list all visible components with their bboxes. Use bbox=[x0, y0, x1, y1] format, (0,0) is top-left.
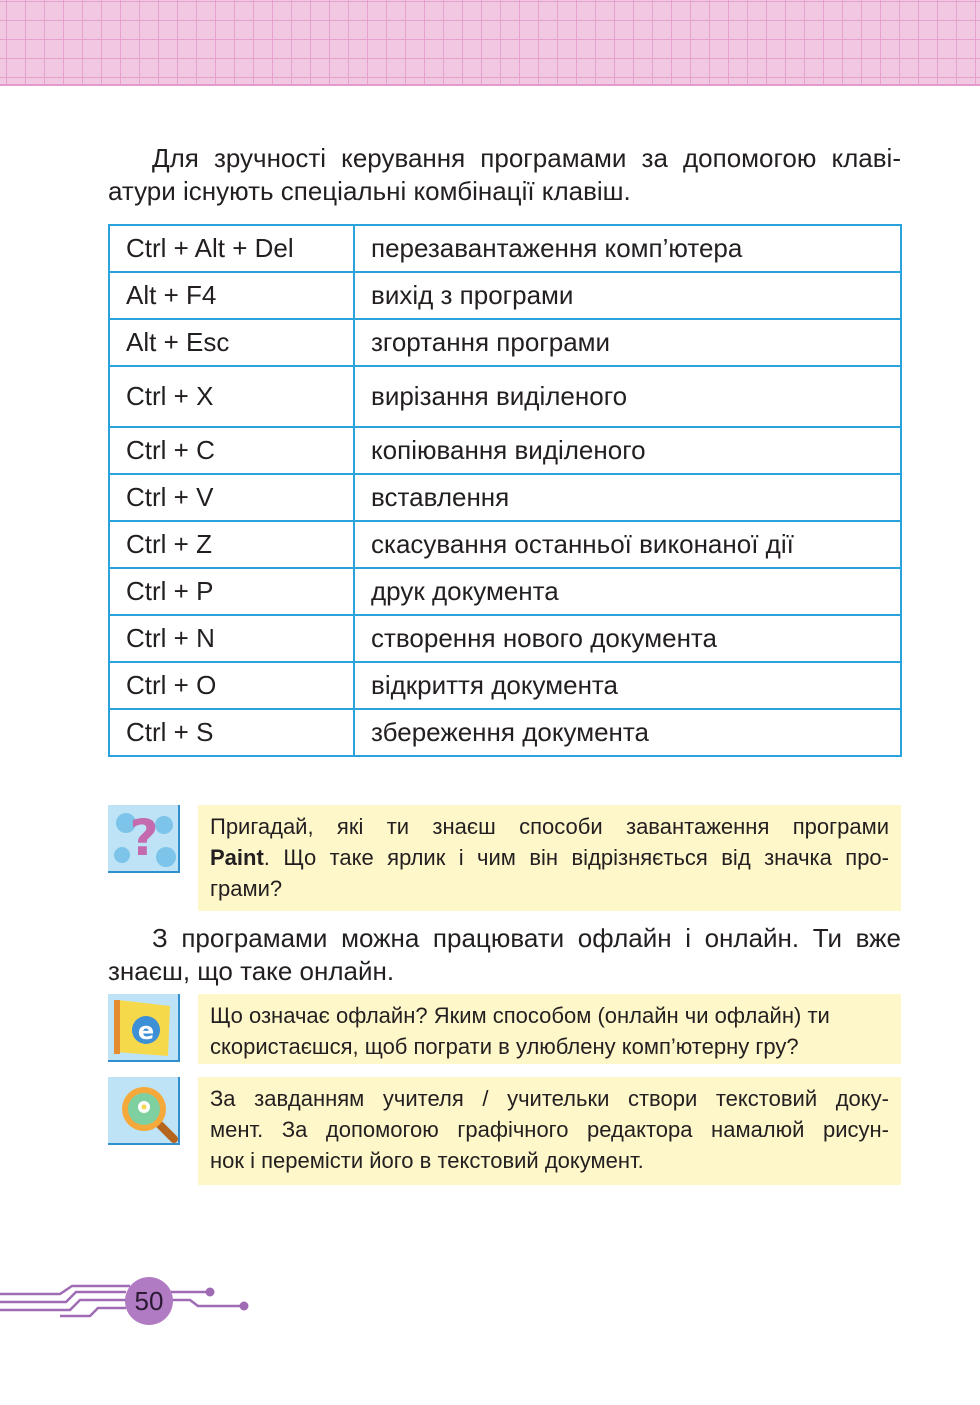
intro-paragraph bbox=[108, 142, 901, 208]
intro-line-1: Для зручності керування програмами за допомогою клаві- bbox=[152, 143, 901, 173]
page-number: 50 bbox=[125, 1277, 173, 1325]
table-row bbox=[109, 521, 901, 568]
question-icon bbox=[108, 805, 182, 875]
table-row bbox=[109, 272, 901, 319]
shortcut-keys: Ctrl + P bbox=[109, 568, 354, 615]
shortcut-keys: Ctrl + Z bbox=[109, 521, 354, 568]
table-row bbox=[109, 662, 901, 709]
practice-line-1: За завданням учителя / учительки створи текстовий доку- bbox=[210, 1086, 889, 1111]
online-line-1: З програмами можна працювати офлайн і онлайн. Ти вже bbox=[152, 923, 901, 953]
table-row bbox=[109, 709, 901, 756]
offline-box bbox=[198, 994, 901, 1064]
table-row bbox=[109, 615, 901, 662]
table-row bbox=[109, 568, 901, 615]
shortcut-action: згортання програми bbox=[354, 319, 901, 366]
practice-line-2: мент. За допомогою графічного редактора намалюй рисун- bbox=[210, 1117, 889, 1142]
shortcut-action: вихід з програми bbox=[354, 272, 901, 319]
table-row bbox=[109, 474, 901, 521]
shortcut-keys: Ctrl + Alt + Del bbox=[109, 225, 354, 272]
online-paragraph bbox=[108, 922, 901, 988]
shortcut-keys: Ctrl + V bbox=[109, 474, 354, 521]
header-grid-band bbox=[0, 0, 980, 86]
shortcut-keys: Ctrl + S bbox=[109, 709, 354, 756]
svg-text:?: ? bbox=[129, 809, 159, 867]
shortcut-action: друк документа bbox=[354, 568, 901, 615]
table-row bbox=[109, 225, 901, 272]
table-row bbox=[109, 319, 901, 366]
shortcut-keys: Alt + F4 bbox=[109, 272, 354, 319]
shortcut-action: перезавантаження комп’ютера bbox=[354, 225, 901, 272]
table-row bbox=[109, 366, 901, 427]
question-keyword: Paint bbox=[210, 845, 264, 870]
shortcut-action: збереження документа bbox=[354, 709, 901, 756]
shortcut-keys: Ctrl + O bbox=[109, 662, 354, 709]
practice-line-3: нок і перемісти його в текстовий документ. bbox=[210, 1148, 644, 1173]
question-line-1: Пригадай, які ти знаєш способи завантаження програми bbox=[210, 814, 889, 839]
shortcut-action: копіювання виділеного bbox=[354, 427, 901, 474]
question-box bbox=[198, 805, 901, 911]
svg-text:e: e bbox=[137, 1017, 155, 1045]
book-icon bbox=[108, 994, 182, 1064]
practice-box bbox=[198, 1077, 901, 1185]
shortcut-keys: Alt + Esc bbox=[109, 319, 354, 366]
shortcut-action: вирізання виділеного bbox=[354, 366, 901, 427]
shortcut-action: створення нового документа bbox=[354, 615, 901, 662]
offline-line-1: Що означає офлайн? Яким способом (онлайн чи офлайн) ти bbox=[210, 1003, 830, 1028]
shortcut-keys: Ctrl + X bbox=[109, 366, 354, 427]
shortcut-action: вставлення bbox=[354, 474, 901, 521]
shortcut-action: відкриття документа bbox=[354, 662, 901, 709]
intro-line-2: атури існують спеціальні комбінації клавіш. bbox=[108, 176, 631, 206]
shortcut-action: скасування останньої виконаної дії bbox=[354, 521, 901, 568]
question-line-3: грами? bbox=[210, 876, 283, 901]
offline-line-2: скористаєшся, щоб пограти в улюблену комп’ютерну гру? bbox=[210, 1034, 799, 1059]
table-row bbox=[109, 427, 901, 474]
shortcut-keys: Ctrl + N bbox=[109, 615, 354, 662]
question-line-2: . Що таке ярлик і чим він відрізняється від значка про- bbox=[263, 845, 889, 870]
magnifier-icon bbox=[108, 1077, 182, 1147]
shortcuts-table bbox=[108, 224, 902, 757]
online-line-2: знаєш, що таке онлайн. bbox=[108, 956, 395, 986]
shortcut-keys: Ctrl + C bbox=[109, 427, 354, 474]
